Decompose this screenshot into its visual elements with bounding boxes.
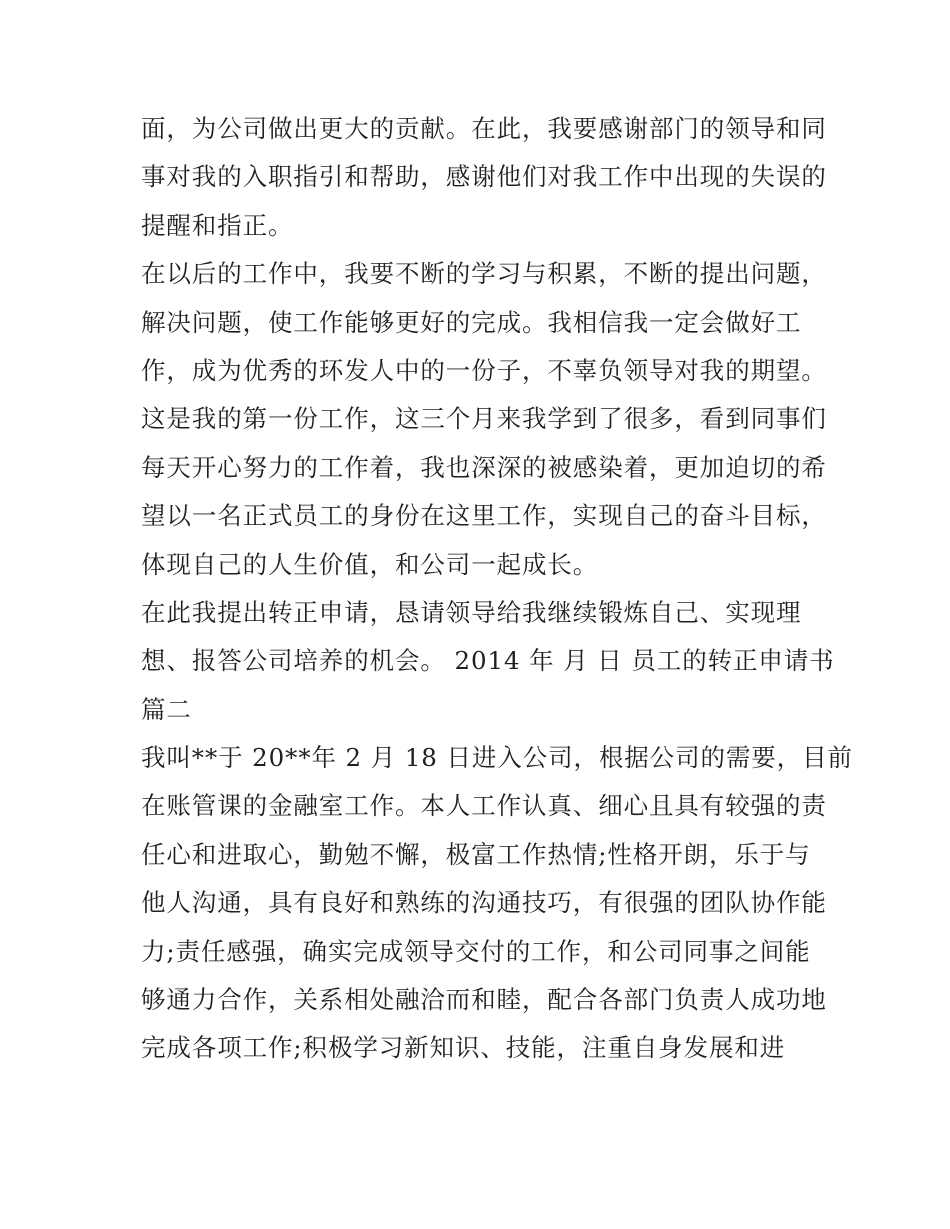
text-line: 提醒和指正。 [141, 210, 294, 240]
text-line: 任心和进取心，勤勉不懈，极富工作热情;性格开朗，乐于与 [141, 839, 811, 869]
text-line: 在以后的工作中，我要不断的学习与积累，不断的提出问题， [141, 259, 827, 289]
document-body-text [141, 105, 853, 1073]
text-line: 体现自己的人生价值，和公司一起成长。 [141, 549, 599, 579]
text-line: 够通力合作，关系相处融洽而和睦，配合各部门负责人成功地 [141, 985, 827, 1015]
section-heading: 篇二 [141, 694, 192, 724]
text-line: 解决问题，使工作能够更好的完成。我相信我一定会做好工 [141, 307, 802, 337]
text-line: 完成各项工作;积极学习新知识、技能，注重自身发展和进 [141, 1033, 786, 1063]
text-line: 在此我提出转正申请，恳请领导给我继续锻炼自己、实现理 [141, 597, 802, 627]
text-line: 事对我的入职指引和帮助，感谢他们对我工作中出现的失误的 [141, 162, 827, 192]
text-line: 每天开心努力的工作着，我也深深的被感染着，更加迫切的希 [141, 452, 827, 482]
text-line: 我叫**于 20**年 2 月 18 日进入公司，根据公司的需要，目前 [141, 743, 853, 773]
text-line: 想、报答公司培养的机会。 2014 年 月 日 员工的转正申请书 [141, 646, 835, 676]
text-line: 这是我的第一份工作，这三个月来我学到了很多，看到同事们 [141, 404, 827, 434]
text-line: 他人沟通，具有良好和熟练的沟通技巧，有很强的团队协作能 [141, 888, 827, 918]
text-line: 作，成为优秀的环发人中的一份子，不辜负领导对我的期望。 [141, 355, 827, 385]
text-line: 力;责任感强，确实完成领导交付的工作，和公司同事之间能 [141, 936, 811, 966]
text-line: 在账管课的金融室工作。本人工作认真、细心且具有较强的责 [141, 791, 827, 821]
text-line: 面，为公司做出更大的贡献。在此，我要感谢部门的领导和同 [141, 114, 827, 143]
text-line: 望以一名正式员工的身份在这里工作，实现自己的奋斗目标， [141, 501, 827, 531]
